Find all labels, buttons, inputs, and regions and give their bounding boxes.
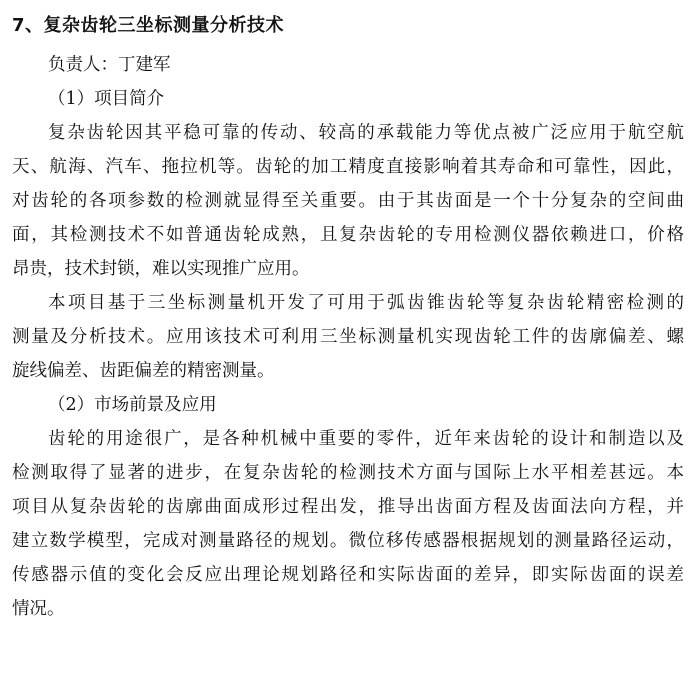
- paragraph-line: 天、航海、汽车、拖拉机等。齿轮的加工精度直接影响着其寿命和可靠性，因此，: [12, 157, 684, 177]
- paragraph-line: 齿轮的用途很广，是各种机械中重要的零件，近年来齿轮的设计和制造以及: [48, 429, 684, 449]
- paragraph-line: 建立数学模型，完成对测量路径的规划。微位移传感器根据规划的测量路径运动，: [12, 531, 684, 551]
- paragraph-line: 昂贵，技术封锁，难以实现推广应用。: [12, 259, 310, 279]
- market-subheading: （2）市场前景及应用: [48, 395, 217, 415]
- owner-line: 负责人：丁建军: [48, 55, 171, 75]
- paragraph-line: 项目从复杂齿轮的齿廓曲面成形过程出发，推导出齿面方程及齿面法向方程，并: [12, 497, 684, 517]
- intro-paragraph-2: [12, 286, 684, 388]
- intro-paragraph-1: [12, 116, 684, 286]
- paragraph-line: 本项目基于三坐标测量机开发了可用于弧齿锥齿轮等复杂齿轮精密检测的: [48, 293, 684, 313]
- paragraph-line: 检测取得了显著的进步，在复杂齿轮的检测技术方面与国际上水平相差甚远。本: [12, 463, 684, 483]
- paragraph-line: 旋线偏差、齿距偏差的精密测量。: [12, 361, 275, 381]
- paragraph-line: 测量及分析技术。应用该技术可利用三坐标测量机实现齿轮工件的齿廓偏差、螺: [12, 327, 684, 347]
- paragraph-line: 面，其检测技术不如普通齿轮成熟，且复杂齿轮的专用检测仪器依赖进口，价格: [12, 225, 684, 245]
- paragraph-line: 传感器示值的变化会反应出理论规划路径和实际齿面的差异，即实际齿面的误差: [12, 565, 684, 585]
- paragraph-line: 复杂齿轮因其平稳可靠的传动、较高的承载能力等优点被广泛应用于航空航: [48, 123, 684, 143]
- section-heading: 7、复杂齿轮三坐标测量分析技术: [12, 15, 285, 36]
- intro-subheading: （1）项目简介: [48, 89, 165, 109]
- paragraph-line: 情况。: [12, 599, 65, 619]
- market-paragraph-1: [12, 422, 684, 626]
- paragraph-line: 对齿轮的各项参数的检测就显得至关重要。由于其齿面是一个十分复杂的空间曲: [12, 191, 684, 211]
